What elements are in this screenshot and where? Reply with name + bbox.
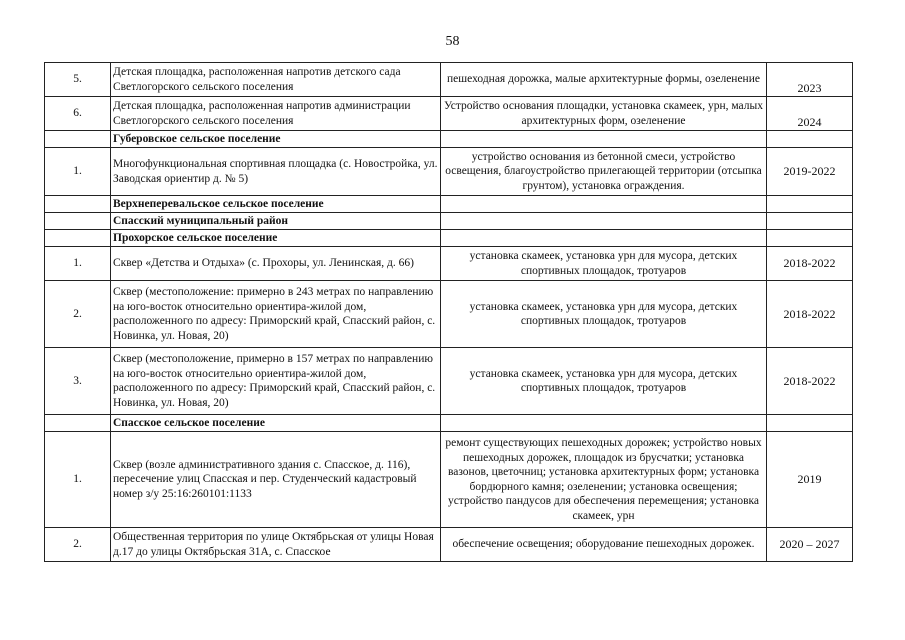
empty-cell [45, 415, 111, 432]
object-name: Сквер (возле административного здания с. Спасское, д. 116), пересечение улиц Спасская и пер. Студенческий кадастровый номер з/у 25:16:260101:1133 [111, 432, 441, 528]
work-description: обеспечение освещения; оборудование пешеходных дорожек. [441, 528, 767, 562]
row-number: 1. [45, 432, 111, 528]
implementation-year: 2018-2022 [767, 281, 853, 348]
work-description: ремонт существующих пешеходных дорожек; устройство новых пешеходных дорожек, площадок из брусчатки; установка вазонов, цветочниц; установка архитектурных форм; установка бордюрного камня; озеленении; установка освещения; устройство пандусов для обеспечения перемещения; установка скамеек, урн [441, 432, 767, 528]
table-row [45, 247, 853, 281]
row-number: 2. [45, 281, 111, 348]
object-name: Сквер (местоположение: примерно в 243 метрах по направлению на юго-восток относительно ориентира-жилой дом, расположенного по адресу: Приморский край, Спасский район, с. Новинка, ул. Новая, 20) [111, 281, 441, 348]
empty-cell [441, 230, 767, 247]
implementation-year: 2023 [767, 63, 853, 97]
implementation-year: 2018-2022 [767, 348, 853, 415]
table-row [45, 148, 853, 196]
table-row [45, 281, 853, 348]
improvement-table [44, 62, 853, 562]
empty-cell [45, 196, 111, 213]
implementation-year: 2024 [767, 97, 853, 131]
empty-cell [767, 213, 853, 230]
empty-cell [441, 131, 767, 148]
empty-cell [767, 230, 853, 247]
table-row [45, 63, 853, 97]
work-description: установка скамеек, установка урн для мусора, детских спортивных площадок, тротуаров [441, 281, 767, 348]
section-title: Спасское сельское поселение [111, 415, 441, 432]
section-row [45, 213, 853, 230]
table-row [45, 528, 853, 562]
section-row [45, 196, 853, 213]
section-title: Прохорское сельское поселение [111, 230, 441, 247]
empty-cell [767, 131, 853, 148]
empty-cell [45, 213, 111, 230]
empty-cell [441, 213, 767, 230]
row-number: 2. [45, 528, 111, 562]
table-row [45, 348, 853, 415]
empty-cell [441, 415, 767, 432]
object-name: Общественная территория по улице Октябрьская от улицы Новая д.17 до улицы Октябрьская 31А, с. Спасское [111, 528, 441, 562]
implementation-year: 2019 [767, 432, 853, 528]
work-description: устройство основания из бетонной смеси, устройство освещения, благоустройство прилегающей территории (отсыпка грунтом), установка ограждения. [441, 148, 767, 196]
section-title: Верхнеперевальское сельское поселение [111, 196, 441, 213]
work-description: пешеходная дорожка, малые архитектурные формы, озеленение [441, 63, 767, 97]
row-number: 5. [45, 63, 111, 97]
row-number: 3. [45, 348, 111, 415]
section-title: Спасский муниципальный район [111, 213, 441, 230]
object-name: Детская площадка, расположенная напротив администрации Светлогорского сельского поселения [111, 97, 441, 131]
object-name: Детская площадка, расположенная напротив детского сада Светлогорского сельского поселения [111, 63, 441, 97]
section-row [45, 131, 853, 148]
work-description: установка скамеек, установка урн для мусора, детских спортивных площадок, тротуаров [441, 348, 767, 415]
implementation-year: 2018-2022 [767, 247, 853, 281]
object-name: Многофункциональная спортивная площадка (с. Новостройка, ул. Заводская ориентир д. № 5) [111, 148, 441, 196]
section-row [45, 415, 853, 432]
table-row [45, 97, 853, 131]
section-title: Губеровское сельское поселение [111, 131, 441, 148]
row-number: 6. [45, 97, 111, 131]
empty-cell [767, 415, 853, 432]
work-description: установка скамеек, установка урн для мусора, детских спортивных площадок, тротуаров [441, 247, 767, 281]
empty-cell [45, 131, 111, 148]
object-name: Сквер (местоположение, примерно в 157 метрах по направлению на юго-восток относительно ориентира-жилой дом, расположенного по адресу: Приморский край, Спасский район, с. Новинка, ул. Новая, 20) [111, 348, 441, 415]
page-number: 58 [445, 34, 460, 49]
object-name: Сквер «Детства и Отдыха» (с. Прохоры, ул. Ленинская, д. 66) [111, 247, 441, 281]
row-number: 1. [45, 148, 111, 196]
work-description: Устройство основания площадки, установка скамеек, урн, малых архитектурных форм, озеленение [441, 97, 767, 131]
empty-cell [441, 196, 767, 213]
empty-cell [767, 196, 853, 213]
implementation-year: 2020 – 2027 [767, 528, 853, 562]
row-number: 1. [45, 247, 111, 281]
table-row [45, 432, 853, 528]
empty-cell [45, 230, 111, 247]
implementation-year: 2019-2022 [767, 148, 853, 196]
section-row [45, 230, 853, 247]
